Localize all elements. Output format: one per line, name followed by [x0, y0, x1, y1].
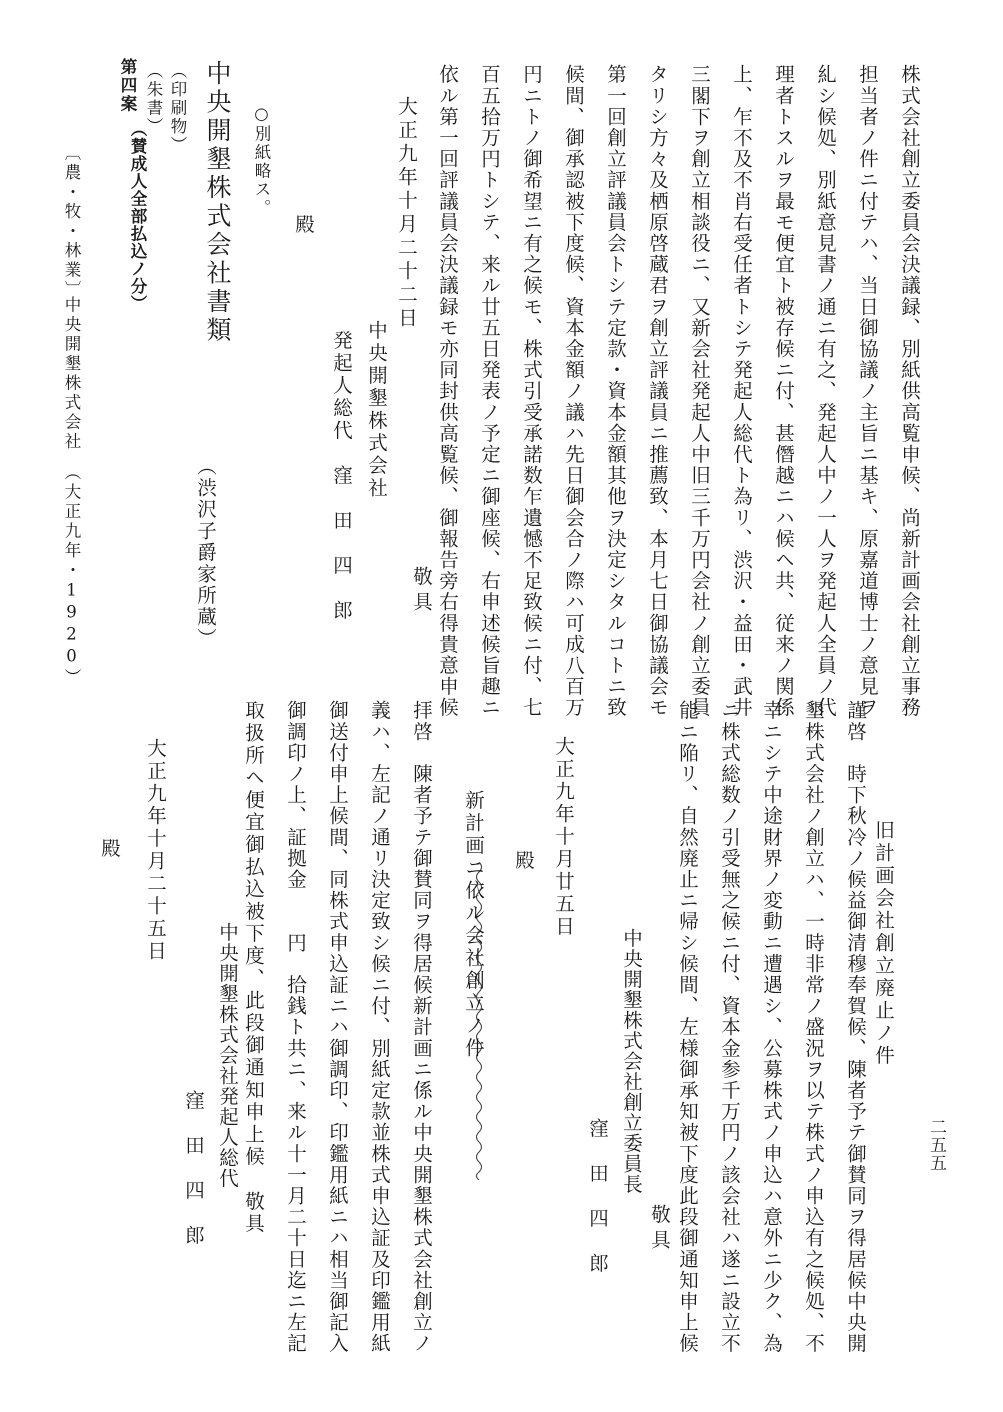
- upper-company: 中央開墾株式会社: [365, 320, 388, 500]
- lower1-body-line-1: 謹啓 時下秋冷ノ候益御清穆奉賀候、陳者予テ御賛同ヲ得居候中央開: [844, 700, 867, 1355]
- lower1-heading: 旧計画会社創立廃止ノ件: [872, 820, 895, 1068]
- lower1-sender: 窪 田 四 郎: [586, 1118, 609, 1276]
- lower1-body-line-3: 幸ニシテ中途財界ノ変動ニ遭遇シ、公募株式ノ申込ハ意外ニ少ク、為: [760, 700, 783, 1355]
- lower1-addressee: 殿: [512, 850, 535, 872]
- upper-body-line-8: 第一回創立評議員会トシテ定款・資本金額其他ヲ決定シタルコトニ致: [604, 64, 627, 719]
- upper-note: ○別紙略ス。: [252, 104, 271, 218]
- upper-body-line-6: 三閣下ヲ創立相談役ニ、又新会社発起人中旧三千万円会社ノ創立委員: [688, 64, 711, 719]
- lower1-body-line-4: ニ株式総数ノ引受無之候ニ付、資本金参千万円ノ該会社ハ遂ニ設立不: [718, 700, 741, 1355]
- rough-draft-label: （朱書）: [144, 62, 163, 136]
- lower2-sender: 窪 田 四 郎: [182, 1090, 205, 1248]
- upper-body-line-2: 担当者ノ件ニ付テハ、当日御協議ノ主旨ニ基キ、原嘉道博士ノ意見ヲ: [856, 64, 879, 719]
- doc-title: 中央開墾株式会社書類: [203, 60, 232, 345]
- lower1-body-line-5: 能ニ陥リ、自然廃止ニ帰シ候間、左様御承知被下度此段御通知申上候: [676, 700, 699, 1355]
- upper-body-line-7: タリシ方々及栖原啓蔵君ヲ創立評議員ニ推薦致、本月七日御協議会モ: [646, 64, 669, 719]
- lower2-heading: 新計画ニ依ル会社創立ノ件: [462, 790, 485, 1060]
- printed-label: （印刷物）: [168, 62, 187, 155]
- lower1-date: 大正九年十月廿五日: [552, 736, 575, 939]
- footer-category: 〔農・牧・林業〕: [62, 144, 81, 300]
- upper-body-line-1: 株式会社創立委員会決議録、別紙供高覧申候、尚新計画会社創立事務: [898, 64, 921, 719]
- lower1-company: 中央開墾株式会社創立委員長: [620, 928, 643, 1195]
- upper-sender: 発起人総代 窪 田 四 郎: [330, 330, 353, 623]
- plan-label: 第四案: [118, 58, 137, 114]
- upper-closing: 敬具: [410, 566, 433, 617]
- upper-body-line-5: 上、乍不及不肖右受任者トシテ発起人総代ト為リ、渋沢・益田・武井: [730, 64, 753, 719]
- upper-body-line-4: 理者トスルヲ最モ便宜ト被存候ニ付、甚僭越ニハ候ヘ共、従来ノ関係: [772, 64, 795, 719]
- upper-body-line-9: 候間、御承認被下度候、資本金額ノ議ハ先日御会合ノ際ハ可成八百万: [562, 64, 585, 719]
- plan-note: （賛成人全部払込ノ分）: [128, 120, 147, 313]
- lower2-date: 大正九年十月二十五日: [144, 738, 167, 963]
- upper-body-line-3: 糺シ候処、別紙意見書ノ通ニ有之、発起人中ノ一人ヲ発起人全員ノ代: [814, 64, 837, 719]
- lower1-body-line-2: 墾株式会社ノ創立ハ、一時非常ノ盛況ヲ以テ株式ノ申込有之候処、不: [802, 700, 825, 1355]
- upper-body-line-11: 百五拾万円トシテ、来ル廿五日発表ノ予定ニ御座候、右申述候旨趣ニ: [478, 64, 501, 719]
- lower2-body-line-5: 取扱所ヘ便宜御払込被下度、此段御通知申上候 敬具: [242, 700, 265, 1236]
- lower2-body-line-2: 義ハ、左記ノ通リ決定致シ候ニ付、別紙定款並株式申込証及印鑑用紙: [368, 700, 391, 1355]
- lower2-body-line-1: 拝啓 陳者予テ御賛同ヲ得居候新計画ニ係ル中央開墾株式会社創立ノ: [410, 700, 433, 1355]
- lower2-addressee: 殿: [98, 838, 121, 860]
- lower2-body-line-4: 御調印ノ上、証拠金 円 拾銭ト共ニ、来ル十一月二十日迄ニ左記: [284, 700, 307, 1355]
- lower2-company: 中央開墾株式会社発起人総代: [216, 922, 239, 1189]
- upper-addressee: 殿: [292, 214, 315, 236]
- upper-date: 大正九年十月二十二日: [395, 96, 418, 331]
- doc-source: （渋沢子爵家所蔵）: [194, 456, 217, 650]
- lower1-closing: 敬具: [648, 1204, 671, 1255]
- upper-body-line-10: 円ニトノ御希望ニ有之候モ、株式引受承諾数乍遺憾不足致候ニ付、七: [520, 64, 543, 719]
- lower2-body-line-3: 御送付申上候間、同株式申込証ニハ御調印、印鑑用紙ニハ相当御記入: [326, 700, 349, 1355]
- footer-company-year: 中央開墾株式会社 （大正九年・1920）: [62, 296, 81, 688]
- page-number: 二五五: [926, 1118, 946, 1172]
- upper-body-line-12: 依ル第一回評議員会決議録モ亦同封供高覧候、御報告旁右得貴意申候: [436, 64, 459, 719]
